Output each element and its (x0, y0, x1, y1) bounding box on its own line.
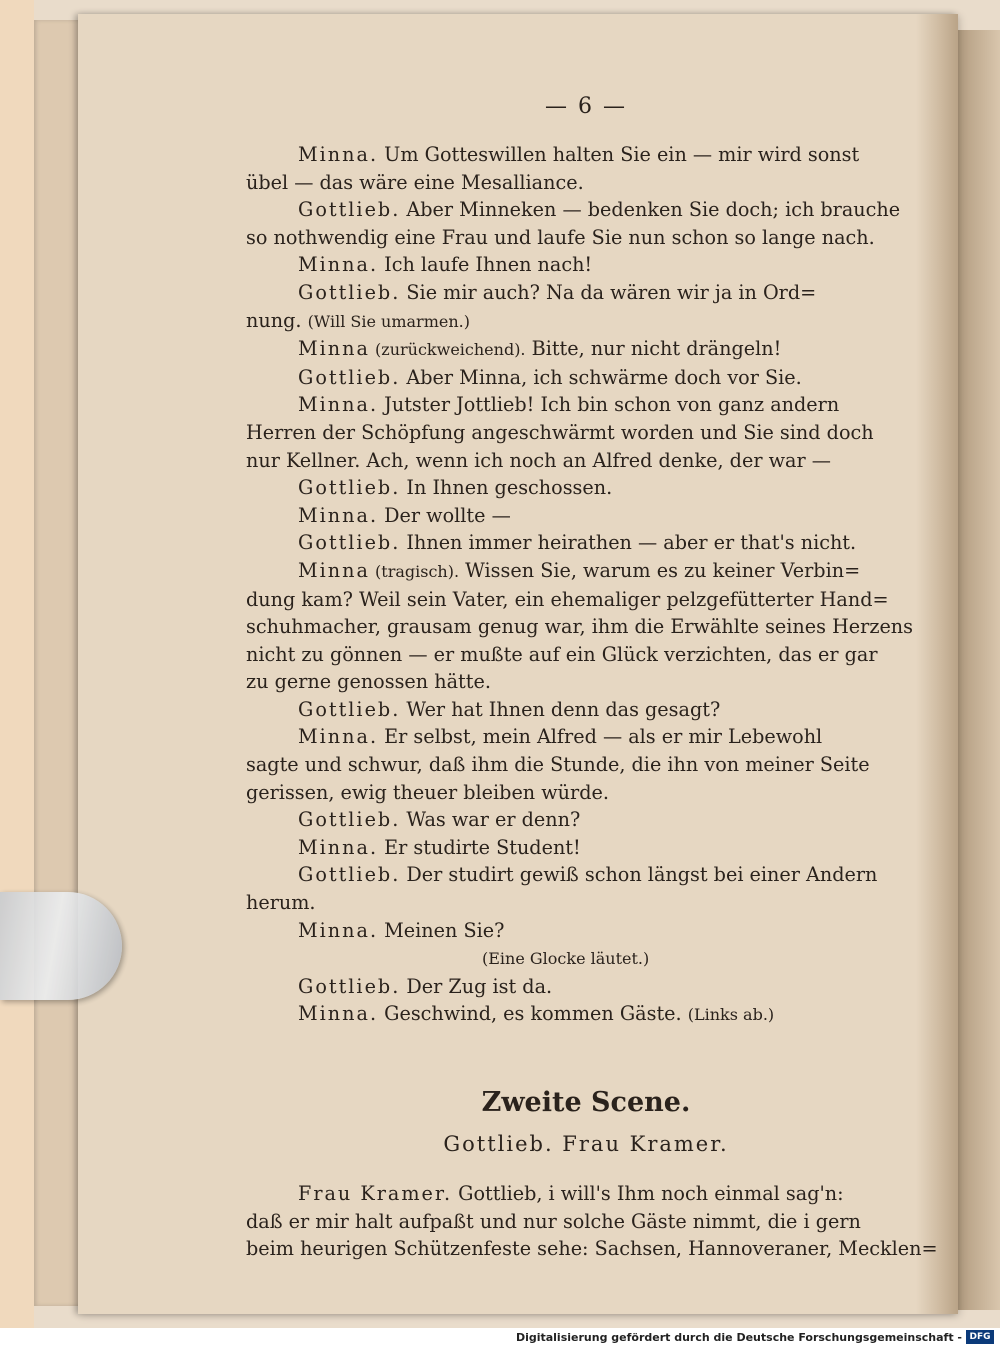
line-text: beim heurigen Schützenfeste sehe: Sachsen, Hannoveraner, Mecklen= (246, 1237, 938, 1261)
line-text: Der Zug ist da. (400, 974, 553, 998)
speaker-name: Gottlieb. (298, 198, 401, 222)
line-text: Was war er denn? (400, 808, 581, 832)
text-line (246, 279, 926, 307)
speaker-name: Minna. (298, 503, 379, 527)
speaker-name: Minna. (298, 253, 379, 277)
line-text: Geschwind, es kommen Gäste. (378, 1002, 688, 1026)
line-text: Bitte, nur nicht drängeln! (525, 337, 782, 361)
line-text: übel — das wäre eine Mesalliance. (246, 170, 584, 194)
text-line (246, 502, 926, 530)
text-line (246, 391, 926, 419)
line-text: In Ihnen geschossen. (400, 476, 613, 500)
dialogue-block (246, 141, 926, 1029)
dialogue-block-2 (246, 1180, 938, 1263)
text-line (246, 447, 926, 475)
line-text: Ihnen immer heirathen — aber er that's nicht. (400, 531, 857, 555)
line-text: Ich laufe Ihnen nach! (378, 253, 593, 277)
line-text: Um Gotteswillen halten Sie ein — mir wird sonst (378, 143, 860, 166)
line-text: Der studirt gewiß schon längst bei einer Andern (400, 863, 878, 887)
line-text: dung kam? Weil sein Vater, ein ehemaliger pelzgefütterter Hand= (246, 587, 889, 611)
text-line (246, 917, 926, 945)
text-line (246, 474, 926, 502)
speaker-name: Minna. (298, 393, 379, 417)
text-line (246, 779, 926, 807)
speaker-name: Gottlieb. (298, 697, 401, 721)
text-line (246, 834, 926, 862)
speaker-name: Minna. (298, 143, 379, 166)
line-text: herum. (246, 891, 316, 915)
footer-credit: Digitalisierung gefördert durch die Deutsche Forschungsgemeinschaft - (515, 1331, 962, 1344)
text-line (246, 586, 926, 614)
line-text: Meinen Sie? (378, 918, 505, 942)
line-text: schuhmacher, grausam genug war, ihm die Erwählte seines Herzens (246, 615, 913, 639)
speaker-name: Gottlieb. (298, 365, 401, 389)
speaker-name: Gottlieb. (298, 808, 401, 832)
line-text: Jutster Jottlieb! Ich bin schon von ganz andern (378, 393, 840, 417)
stage-direction: (Eine Glocke läutet.) (482, 949, 650, 969)
text-line (246, 806, 926, 834)
line-text: Wer hat Ihnen denn das gesagt? (400, 697, 721, 721)
text-line (246, 307, 926, 336)
text-line (246, 1208, 926, 1236)
text-line (246, 419, 926, 447)
speaker-name: Gottlieb. (298, 863, 401, 887)
speaker-name: Minna (298, 337, 370, 361)
line-text: Aber Minneken — bedenken Sie doch; ich brauche (400, 198, 901, 222)
text-line (246, 973, 926, 1001)
text-line (246, 696, 926, 724)
text-line (246, 169, 926, 197)
speaker-name: Minna. (298, 918, 379, 942)
text-line (246, 613, 926, 641)
text-line (246, 889, 926, 917)
text-line (246, 723, 926, 751)
text-line (246, 668, 926, 696)
page-number: — 6 — (545, 94, 627, 119)
line-text: daß er mir halt aufpaßt und nur solche Gäste nimmt, die i gern (246, 1209, 861, 1233)
speaker-name: Gottlieb. (298, 280, 401, 304)
line-text: Sie mir auch? Na da wären wir ja in Ord= (400, 280, 817, 304)
text-line (246, 196, 926, 224)
speaker-name: Gottlieb. (298, 476, 401, 500)
line-text: zu gerne genossen hätte. (246, 670, 491, 694)
speaker-name: Minna. (298, 1002, 379, 1026)
scene-cast: Gottlieb. Frau Kramer. (443, 1132, 729, 1156)
text-line (246, 224, 926, 252)
speaker-name: Minna. (298, 835, 379, 859)
text-line (246, 1180, 926, 1208)
line-text: Er selbst, mein Alfred — als er mir Lebewohl (378, 725, 823, 749)
stage-direction: (zurückweichend). (369, 340, 526, 360)
text-line (246, 335, 926, 364)
text-line (246, 364, 926, 392)
line-text: nur Kellner. Ach, wenn ich noch an Alfred denke, der war — (246, 448, 831, 472)
book-cover-edge (0, 0, 34, 1328)
page-edge-right (958, 30, 1000, 1310)
text-line (246, 141, 926, 169)
text-line (246, 251, 926, 279)
stage-direction: (Links ab.) (687, 1005, 775, 1025)
page-text (246, 94, 938, 1263)
text-line (246, 529, 926, 557)
text-line (246, 1000, 926, 1029)
speaker-name: Gottlieb. (298, 974, 401, 998)
text-line (246, 861, 926, 889)
page-clip (0, 892, 122, 1000)
line-text: Der wollte — (378, 503, 511, 527)
footer-bar (0, 1328, 1000, 1347)
line-text: Gottlieb, i will's Ihm noch einmal sag'n: (452, 1182, 844, 1205)
line-text: sagte und schwur, daß ihm die Stunde, die ihn von meiner Seite (246, 753, 870, 777)
stage-direction: (Will Sie umarmen.) (307, 311, 470, 331)
text-line (246, 1235, 938, 1263)
line-text: nicht zu gönnen — er mußte auf ein Glück verzichten, das er gar (246, 642, 878, 666)
line-text: nung. (246, 308, 308, 332)
line-text: so nothwendig eine Frau und laufe Sie nun schon so lange nach. (246, 225, 875, 249)
text-line (246, 557, 926, 586)
speaker-name: Frau Kramer. (298, 1182, 453, 1205)
scene-title: Zweite Scene. (481, 1087, 691, 1118)
stage-direction: (tragisch). (369, 561, 460, 581)
line-text: Herren der Schöpfung angeschwärmt worden und Sie sind doch (246, 420, 874, 444)
speaker-name: Minna. (298, 725, 379, 749)
text-line (246, 944, 926, 973)
dfg-logo-icon: DFG (966, 1330, 994, 1344)
speaker-name: Gottlieb. (298, 531, 401, 555)
line-text: Er studirte Student! (378, 835, 581, 859)
line-text: Wissen Sie, warum es zu keiner Verbin= (459, 558, 861, 582)
text-line (246, 751, 926, 779)
speaker-name: Minna (298, 558, 370, 582)
line-text: Aber Minna, ich schwärme doch vor Sie. (400, 365, 802, 389)
text-line (246, 641, 926, 669)
line-text: gerissen, ewig theuer bleiben würde. (246, 780, 609, 804)
